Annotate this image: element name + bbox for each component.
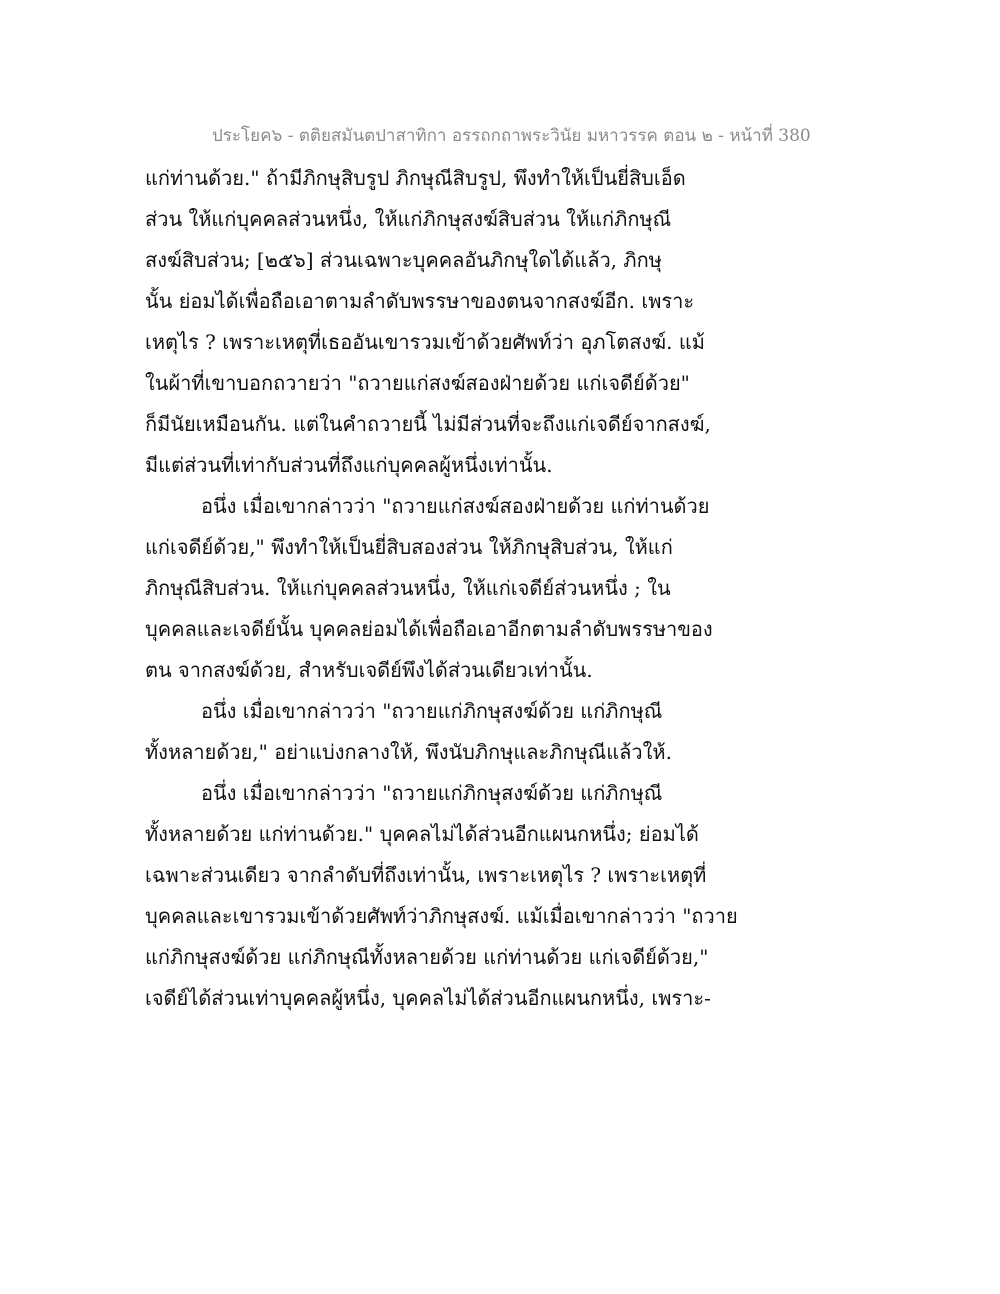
- text-line: ตน จากสงฆ์ด้วย, สำหรับเจดีย์พึงได้ส่วนเดียวเท่านั้น.: [145, 658, 593, 682]
- text-line: เฉพาะส่วนเดียว จากลำดับที่ถึงเท่านั้น, เพราะเหตุไร ? เพราะเหตุที่: [145, 863, 707, 887]
- paragraph-first-line: อนึ่ง เมื่อเขากล่าวว่า "ถวายแก่ภิกษุสงฆ์ด้วย แก่ภิกษุณี: [201, 699, 663, 723]
- text-line: เหตุไร ? เพราะเหตุที่เธออันเขารวมเข้าด้วยศัพท์ว่า อุภโตสงฆ์. แม้: [145, 330, 705, 354]
- text-line: ในผ้าที่เขาบอกถวายว่า "ถวายแก่สงฆ์สองฝ่ายด้วย แก่เจดีย์ด้วย": [145, 371, 690, 395]
- paragraph-first-line: อนึ่ง เมื่อเขากล่าวว่า "ถวายแก่ภิกษุสงฆ์ด้วย แก่ภิกษุณี: [201, 781, 663, 805]
- text-line: บุคคลและเขารวมเข้าด้วยศัพท์ว่าภิกษุสงฆ์. แม้เมื่อเขากล่าวว่า "ถวาย: [145, 904, 738, 928]
- text-line: เจดีย์ได้ส่วนเท่าบุคคลผู้หนึ่ง, บุคคลไม่ได้ส่วนอีกแผนกหนึ่ง, เพราะ-: [145, 986, 711, 1010]
- text-line: แก่ท่านด้วย." ถ้ามีภิกษุสิบรูป ภิกษุณีสิบรูป, พึงทำให้เป็นยี่สิบเอ็ด: [145, 166, 686, 190]
- text-line: สงฆ์สิบส่วน; [๒๕๖] ส่วนเฉพาะบุคคลอันภิกษุใดได้แล้ว, ภิกษุ: [145, 248, 662, 272]
- text-line: แก่ภิกษุสงฆ์ด้วย แก่ภิกษุณีทั้งหลายด้วย แก่ท่านด้วย แก่เจดีย์ด้วย,": [145, 945, 709, 969]
- text-line: ก็มีนัยเหมือนกัน. แต่ในคำถวายนี้ ไม่มีส่วนที่จะถึงแก่เจดีย์จากสงฆ์,: [145, 412, 711, 436]
- text-line: แก่เจดีย์ด้วย," พึงทำให้เป็นยี่สิบสองส่วน ให้ภิกษุสิบส่วน, ให้แก่: [145, 535, 673, 559]
- text-line: บุคคลและเจดีย์นั้น บุคคลย่อมได้เพื่อถือเอาอีกตามลำดับพรรษาของ: [145, 617, 713, 641]
- paragraph-first-line: อนึ่ง เมื่อเขากล่าวว่า "ถวายแก่สงฆ์สองฝ่ายด้วย แก่ท่านด้วย: [201, 494, 710, 518]
- running-header: ประโยค๖ - ตติยสมันตปาสาทิกา อรรถกถาพระวินัย มหาวรรค ตอน ๒ - หน้าที่ 380: [212, 126, 811, 146]
- text-line: ส่วน ให้แก่บุคคลส่วนหนึ่ง, ให้แก่ภิกษุสงฆ์สิบส่วน ให้แก่ภิกษุณี: [145, 207, 672, 231]
- text-line: ทั้งหลายด้วย," อย่าแบ่งกลางให้, พึงนับภิกษุและภิกษุณีแล้วให้.: [145, 740, 672, 764]
- body-text: [145, 158, 738, 1019]
- text-line: มีแต่ส่วนที่เท่ากับส่วนที่ถึงแก่บุคคลผู้หนึ่งเท่านั้น.: [145, 453, 553, 477]
- text-line: ทั้งหลายด้วย แก่ท่านด้วย." บุคคลไม่ได้ส่วนอีกแผนกหนึ่ง; ย่อมได้: [145, 822, 699, 846]
- text-line: ภิกษุณีสิบส่วน. ให้แก่บุคคลส่วนหนึ่ง, ให้แก่เจดีย์ส่วนหนึ่ง ; ใน: [145, 576, 671, 600]
- text-line: นั้น ย่อมได้เพื่อถือเอาตามลำดับพรรษาของตนจากสงฆ์อีก. เพราะ: [145, 289, 695, 313]
